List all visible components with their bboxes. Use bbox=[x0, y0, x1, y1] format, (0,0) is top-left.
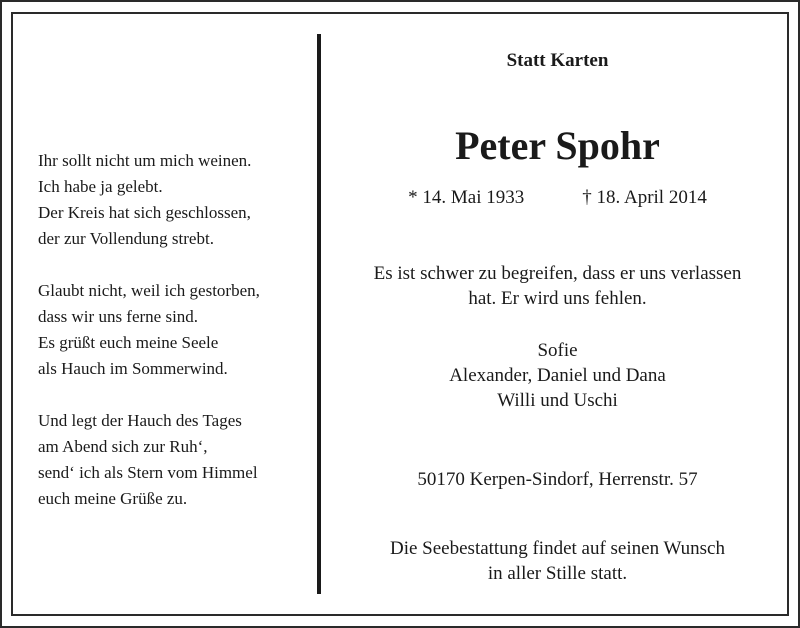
poem-line: der zur Vollendung strebt. bbox=[38, 229, 214, 248]
poem-line: Der Kreis hat sich geschlossen, bbox=[38, 203, 251, 222]
poem-line: als Hauch im Sommerwind. bbox=[38, 359, 228, 378]
address: 50170 Kerpen-Sindorf, Herrenstr. 57 bbox=[417, 469, 698, 490]
poem-stanza-1 bbox=[38, 148, 308, 252]
burial-line: in aller Stille statt. bbox=[487, 563, 628, 584]
poem-line: euch meine Grüße zu. bbox=[38, 489, 188, 508]
message-line: Es ist schwer zu begreifen, dass er uns verlassen bbox=[373, 263, 742, 284]
poem-stanza-2 bbox=[38, 278, 308, 382]
notice-heading: Statt Karten bbox=[506, 50, 609, 71]
poem-line: dass wir uns ferne sind. bbox=[38, 307, 199, 326]
poem-stanza-3 bbox=[38, 408, 308, 512]
poem-line: Ihr sollt nicht um mich weinen. bbox=[38, 151, 252, 170]
mourner-line: Sofie bbox=[537, 340, 578, 361]
poem-line: send‘ ich als Stern vom Himmel bbox=[38, 463, 258, 482]
burial-line: Die Seebestattung findet auf seinen Wunsch bbox=[390, 538, 725, 559]
mourners-list bbox=[325, 338, 790, 413]
poem-line: am Abend sich zur Ruh‘, bbox=[38, 437, 208, 456]
farewell-message bbox=[325, 261, 790, 311]
deceased-name: Peter Spohr bbox=[455, 123, 660, 168]
mourner-line: Alexander, Daniel und Dana bbox=[449, 365, 666, 386]
burial-note bbox=[325, 536, 790, 586]
mourner-line: Willi und Uschi bbox=[497, 390, 618, 411]
poem bbox=[38, 148, 308, 538]
poem-line: Und legt der Hauch des Tages bbox=[38, 411, 242, 430]
birth-date: * 14. Mai 1933 bbox=[408, 187, 525, 208]
message-line: hat. Er wird uns fehlen. bbox=[468, 288, 647, 309]
death-date: † 18. April 2014 bbox=[582, 187, 707, 208]
poem-line: Glaubt nicht, weil ich gestorben, bbox=[38, 281, 260, 300]
poem-line: Ich habe ja gelebt. bbox=[38, 177, 163, 196]
poem-line: Es grüßt euch meine Seele bbox=[38, 333, 219, 352]
life-dates bbox=[325, 184, 790, 212]
column-divider bbox=[317, 34, 321, 594]
